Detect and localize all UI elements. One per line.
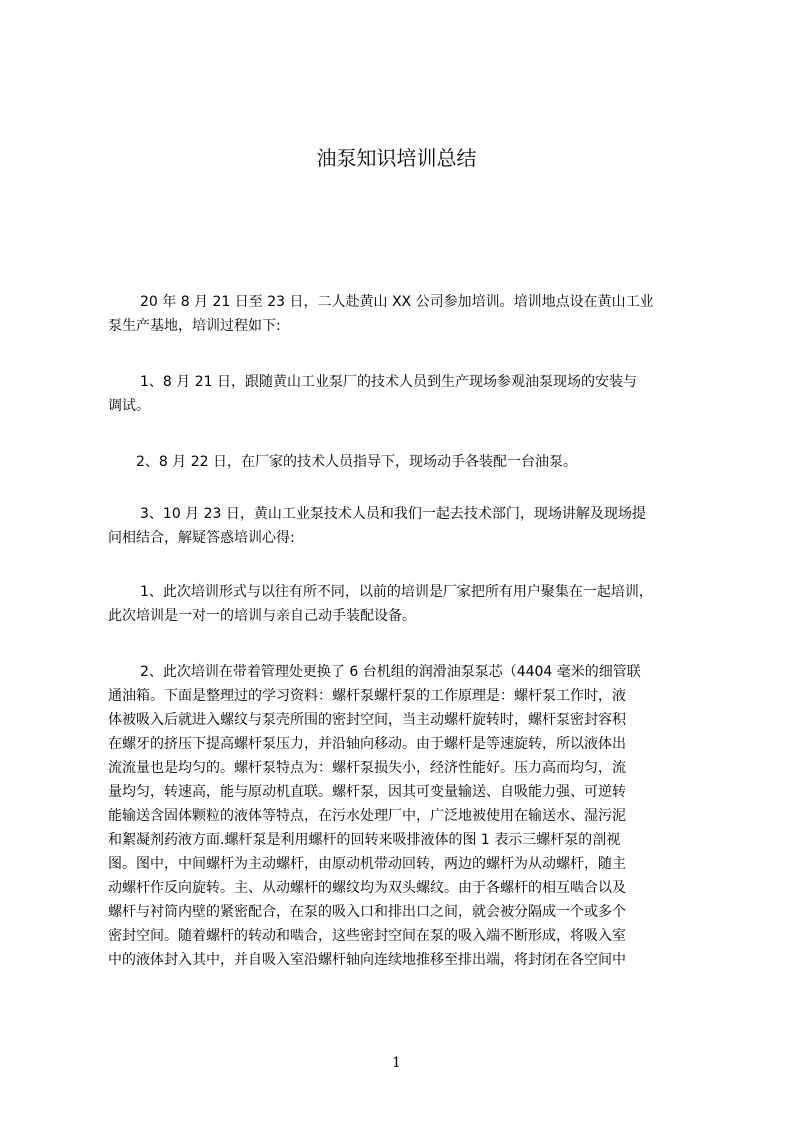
paragraph-item-3	[108, 502, 646, 550]
text-line: 泵生产基地，培训过程如下:	[108, 318, 281, 334]
page-number: 1	[392, 1055, 401, 1071]
text-line: 2、此次培训在带着管理处更换了 6 台机组的润滑油泵泵芯（4404 毫米的细管联	[140, 664, 641, 680]
text-line: 流流量也是均匀的。螺杆泵特点为：螺杆泵损失小，经济性能好。压力高而均匀，流	[108, 760, 626, 776]
text-line: 问相结合，解疑答惑培训心得:	[108, 530, 295, 546]
text-line: 量均匀，转速高，能与原动机直联。螺杆泵，因其可变量输送、自吸能力强、可逆转	[108, 784, 626, 800]
text-line: 在螺牙的挤压下提高螺杆泵压力，并沿轴向移动。由于螺杆是等速旋转，所以液体出	[108, 736, 626, 752]
text-line: 体被吸入后就进入螺纹与泵壳所围的密封空间，当主动螺杆旋转时，螺杆泵密封容积	[108, 712, 626, 728]
text-line: 和絮凝剂药液方面.螺杆泵是利用螺杆的回转来吸排液体的图 1 表示三螺杆泵的剖视	[108, 832, 621, 848]
paragraph-intro	[108, 290, 654, 338]
document-title: 油泵知识培训总结	[316, 146, 477, 170]
paragraph-experience-2	[108, 660, 641, 972]
text-line: 图。图中，中间螺杆为主动螺杆，由原动机带动回转，两边的螺杆为从动螺杆，随主	[108, 856, 626, 872]
text-line: 2、8 月 22 日，在厂家的技术人员指导下，现场动手各装配一台油泵。	[136, 454, 577, 470]
text-line: 20 年 8 月 21 日至 23 日，二人赴黄山 XX 公司参加培训。培训地点设在黄山工业	[140, 294, 654, 310]
paragraph-item-1	[108, 370, 637, 418]
text-line: 3、10 月 23 日，黄山工业泵技术人员和我们一起去技术部门，现场讲解及现场提	[140, 506, 646, 522]
text-line: 动螺杆作反向旋转。主、从动螺杆的螺纹均为双头螺纹。由于各螺杆的相互啮合以及	[108, 880, 626, 896]
text-line: 中的液体封入其中，并自吸入室沿螺杆轴向连续地推移至排出端，将封闭在各空间中	[108, 952, 626, 968]
text-line: 通油箱。下面是整理过的学习资料：螺杆泵螺杆泵的工作原理是：螺杆泵工作时，液	[108, 688, 626, 704]
paragraph-experience-1	[108, 580, 653, 628]
text-line: 能输送含固体颗粒的液体等特点，在污水处理厂中，广泛地被使用在输送水、湿污泥	[108, 808, 626, 824]
paragraph-item-2	[108, 450, 577, 474]
text-line: 密封空间。随着螺杆的转动和啮合，这些密封空间在泵的吸入端不断形成，将吸入室	[108, 928, 626, 944]
text-line: 此次培训是一对一的培训与亲自己动手装配设备。	[108, 608, 416, 624]
text-line: 1、此次培训形式与以往有所不同，以前的培训是厂家把所有用户聚集在一起培训，	[140, 584, 653, 600]
text-line: 调试。	[108, 398, 150, 414]
text-line: 螺杆与衬筒内壁的紧密配合，在泵的吸入口和排出口之间，就会被分隔成一个或多个	[108, 904, 626, 920]
text-line: 1、8 月 21 日，跟随黄山工业泵厂的技术人员到生产现场参观油泵现场的安装与	[140, 374, 637, 390]
